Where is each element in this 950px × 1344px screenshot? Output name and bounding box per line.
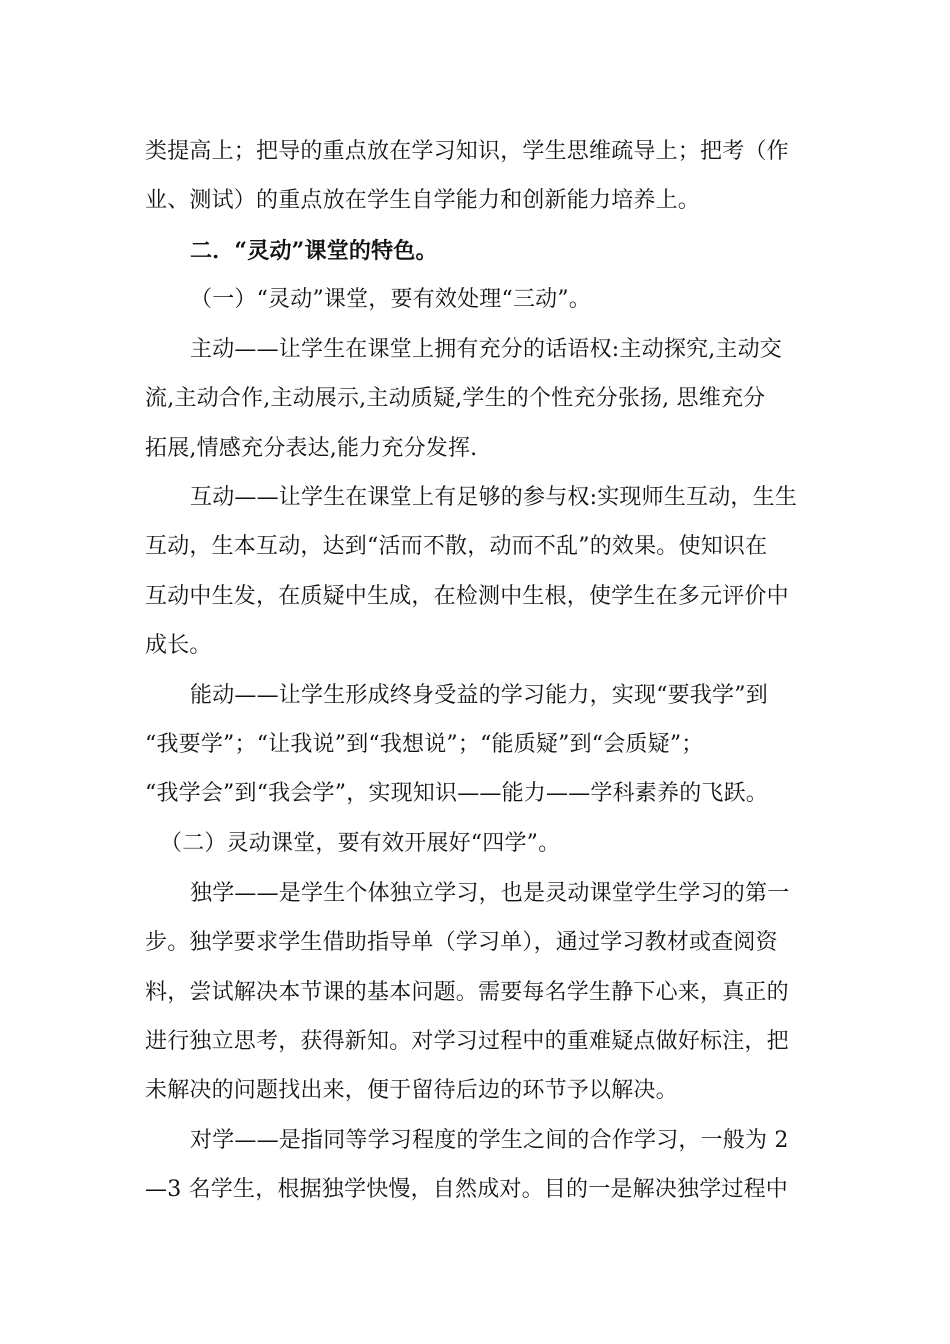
text-line: 步。独学要求学生借助指导单（学习单），通过学习教材或查阅资 — [145, 930, 778, 955]
text-line: 独学——是学生个体独立学习，也是灵动课堂学生学习的第一 — [190, 881, 790, 906]
text-line: 进行独立思考，获得新知。对学习过程中的重难疑点做好标注，把 — [145, 1029, 789, 1054]
text-line: 主动——让学生在课堂上拥有充分的话语权:主动探究,主动交 — [190, 337, 783, 362]
text-line: 类提高上；把导的重点放在学习知识，学生思维疏导上；把考（作 — [145, 139, 789, 164]
text-line: 互动，生本互动，达到“活而不散，动而不乱”的效果。使知识在 — [145, 534, 768, 559]
text-line: 未解决的问题找出来，便于留待后边的环节予以解决。 — [145, 1078, 678, 1103]
text-line: 对学——是指同等学习程度的学生之间的合作学习，一般为 2 — [190, 1128, 789, 1153]
text-line: 料，尝试解决本节课的基本问题。需要每名学生静下心来，真正的 — [145, 980, 789, 1005]
text-line: “我学会”到“我会学”，实现知识——能力——学科素养的飞跃。 — [145, 781, 768, 806]
text-line: 成长。 — [145, 633, 212, 658]
subsection-heading: （一）“灵动”课堂，要有效处理“三动”。 — [190, 287, 591, 312]
section-heading: 二．“灵动”课堂的特色。 — [190, 238, 438, 264]
text-line: 业、测试）的重点放在学生自学能力和创新能力培养上。 — [145, 188, 701, 213]
text-line: 能动——让学生形成终身受益的学习能力，实现“要我学”到 — [190, 683, 768, 708]
text-line: 互动——让学生在课堂上有足够的参与权:实现师生互动，生生 — [190, 485, 798, 510]
text-line: —3 名学生，根据独学快慢，自然成对。目的一是解决独学过程中 — [145, 1177, 788, 1202]
text-line: 流,主动合作,主动展示,主动质疑,学生的个性充分张扬, 思维充分 — [145, 386, 766, 411]
subsection-heading: （二）灵动课堂，要有效开展好“四学”。 — [160, 831, 561, 856]
text-line: 拓展,情感充分表达,能力充分发挥. — [145, 436, 478, 461]
text-line: 互动中生发，在质疑中生成，在检测中生根，使学生在多元评价中 — [145, 584, 789, 609]
text-line: “我要学”；“让我说”到“我想说”；“能质疑”到“会质疑”； — [145, 732, 704, 757]
